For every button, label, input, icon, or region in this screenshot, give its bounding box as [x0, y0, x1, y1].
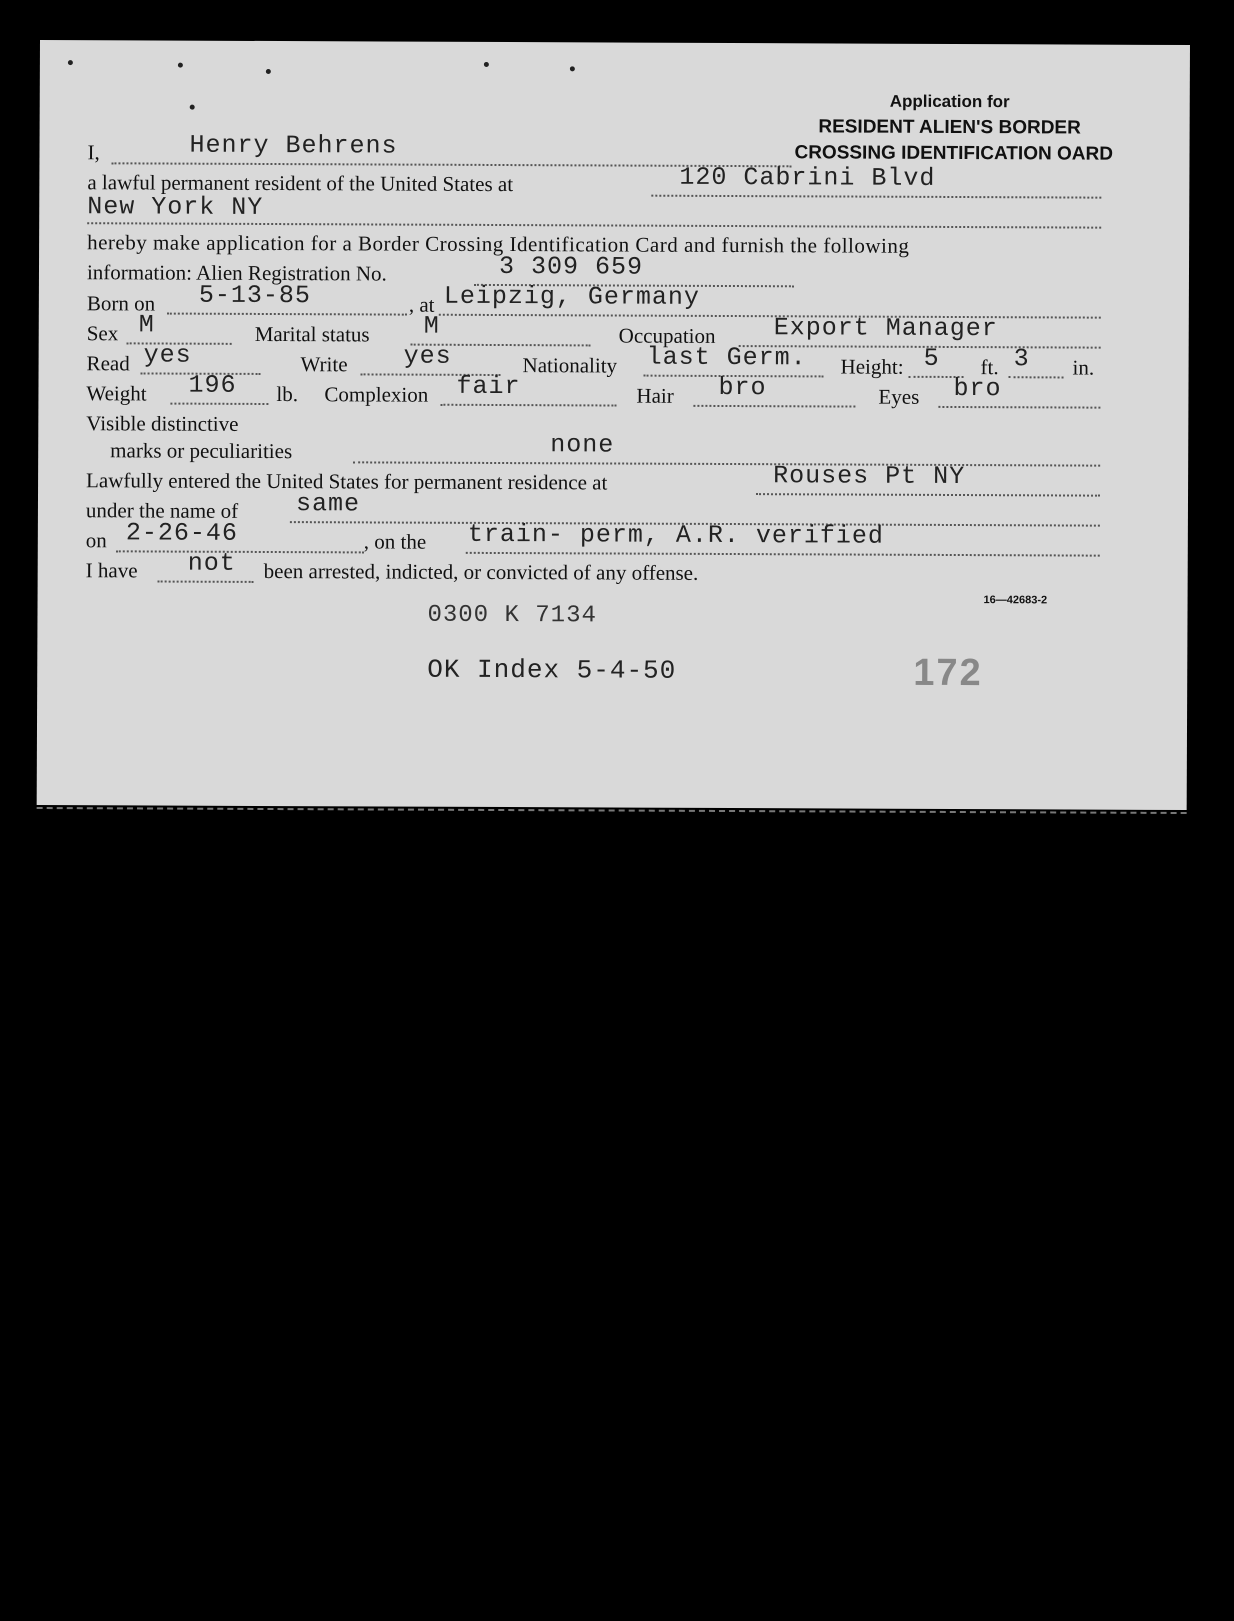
- dotted-line: [938, 406, 1100, 409]
- label-at: , at: [408, 292, 435, 317]
- dotted-line: [87, 222, 1101, 228]
- value-occupation: Export Manager: [773, 313, 998, 344]
- dotted-line: [353, 461, 1100, 466]
- value-born-place: Leipzig, Germany: [443, 281, 700, 312]
- value-eyes: bro: [953, 373, 1002, 404]
- value-born-date: 5-13-85: [198, 280, 311, 311]
- label-hair: Hair: [636, 383, 674, 408]
- label-entered: Lawfully entered the United States for permanent residence at: [86, 468, 608, 495]
- label-onthe: , on the: [363, 529, 427, 554]
- label-marital: Marital status: [254, 321, 370, 347]
- ink-speck: [178, 63, 183, 68]
- label-visible-2: marks or peculiarities: [110, 438, 293, 464]
- value-nationality: last Germ.: [646, 342, 807, 373]
- label-info: information: Alien Registration No.: [86, 260, 387, 286]
- header-line-2: RESIDENT ALIEN'S BORDER: [818, 116, 1081, 139]
- stamp-number: 172: [913, 651, 983, 695]
- dotted-line: [466, 552, 1100, 557]
- label-sex: Sex: [86, 321, 119, 346]
- value-entry-name: same: [295, 489, 361, 519]
- label-height: Height:: [840, 354, 904, 379]
- value-entry-means: train- perm, A.R. verified: [467, 519, 884, 551]
- card-bottom-edge: [37, 807, 1187, 814]
- label-complexion: Complexion: [324, 382, 429, 407]
- dotted-line: [439, 314, 1101, 319]
- value-height-in: 3: [1013, 344, 1030, 374]
- label-eyes: Eyes: [878, 384, 920, 409]
- label-hereby: hereby make application for a Border Crossing Identification Card and furnish the following: [87, 230, 910, 258]
- label-read: Read: [86, 351, 130, 376]
- dotted-line: [693, 405, 855, 408]
- dotted-line: [116, 550, 364, 553]
- label-weight: Weight: [86, 381, 147, 406]
- card-header: [794, 88, 1113, 167]
- header-line-1: Application for: [889, 91, 1010, 112]
- dotted-line: [170, 403, 268, 405]
- value-arrested: not: [187, 548, 236, 578]
- label-i: I,: [87, 140, 100, 165]
- file-number: 0300 K 7134: [427, 601, 597, 630]
- label-lawful: a lawful permanent resident of the United States at: [87, 170, 514, 197]
- label-under: under the name of: [85, 498, 239, 523]
- label-on: on: [85, 528, 107, 553]
- value-height-ft: 5: [923, 343, 940, 373]
- ink-speck: [68, 60, 73, 65]
- label-in: in.: [1072, 355, 1095, 380]
- dotted-line: [651, 195, 1101, 199]
- dotted-line: [440, 404, 616, 407]
- form-number: 16—42683-2: [983, 594, 1048, 607]
- value-marital: M: [423, 311, 440, 341]
- ink-speck: [570, 66, 575, 71]
- label-write: Write: [300, 352, 348, 377]
- value-weight: 196: [188, 370, 237, 400]
- label-lb: lb.: [276, 382, 299, 407]
- value-hair: bro: [718, 372, 767, 403]
- value-read: yes: [143, 340, 192, 370]
- ink-speck: [484, 62, 489, 67]
- value-name: Henry Behrens: [189, 130, 398, 161]
- label-ft: ft.: [980, 355, 999, 380]
- ink-speck: [190, 105, 195, 110]
- value-address-2: New York NY: [87, 192, 264, 222]
- label-arrested: been arrested, indicted, or convicted of any offense.: [263, 558, 699, 585]
- value-write: yes: [403, 341, 452, 371]
- value-marks: none: [550, 430, 615, 460]
- label-ihave: I have: [85, 558, 138, 583]
- value-entry-date: 2-26-46: [125, 518, 238, 548]
- label-visible-1: Visible distinctive: [86, 411, 239, 436]
- border-crossing-card: [37, 40, 1190, 810]
- index-note: OK Index 5-4-50: [427, 654, 677, 686]
- value-entry-place: Rouses Pt NY: [773, 461, 966, 492]
- dotted-line: [158, 581, 254, 583]
- label-born: Born on: [86, 291, 156, 316]
- ink-speck: [266, 69, 271, 74]
- label-occupation: Occupation: [618, 323, 716, 348]
- dotted-line: [756, 493, 1100, 497]
- label-nationality: Nationality: [522, 353, 618, 378]
- value-alien-reg: 3 309 659: [498, 252, 644, 282]
- dotted-line: [1009, 376, 1064, 378]
- value-address-1: 120 Cabrini Blvd: [679, 162, 936, 193]
- value-complexion: fair: [456, 371, 521, 402]
- header-line-3: CROSSING IDENTIFICATION OARD: [794, 142, 1113, 165]
- dotted-line: [167, 313, 407, 316]
- value-sex: M: [138, 310, 155, 340]
